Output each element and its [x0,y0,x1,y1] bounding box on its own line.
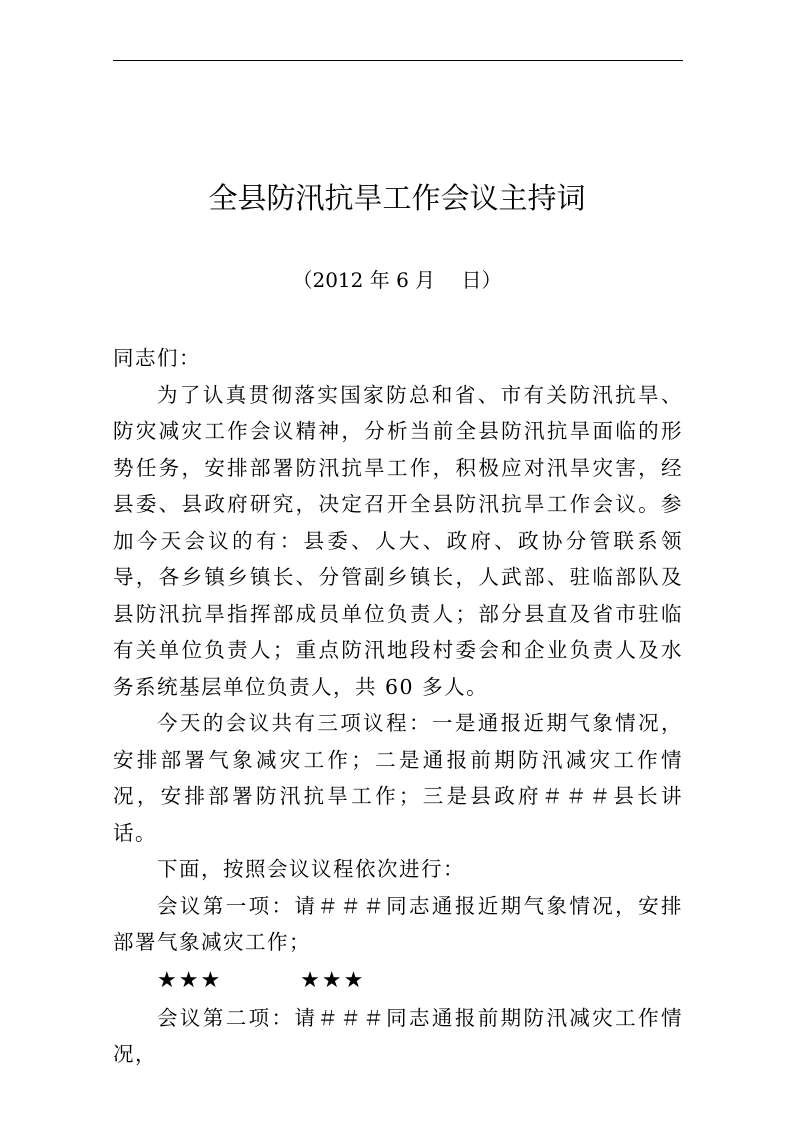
paragraph-item-one: 会议第一项：请＃＃＃同志通报近期气象情况，安排部署气象减灾工作； [113,893,683,954]
header-rule [113,60,683,61]
salutation: 同志们： [113,346,201,370]
document-body [113,340,683,1073]
paragraph-intro: 为了认真贯彻落实国家防总和省、市有关防汛抗旱、防灾减灾工作会议精神，分析当前全县防汛抗旱面临的形势任务，安排部署防汛抗旱工作，积极应对汛旱灾害，经县委、县政府研究，决定召开全县防汛抗旱工作会议。参加今天会议的有：县委、人大、政府、政协分管联系领导，各乡镇乡镇长、分管副乡镇长，人武部、驻临部队及县防汛抗旱指挥部成员单位负责人；部分县直及省市驻临有关单位负责人；重点防汛地段村委会和企业负责人及水务系统基层单位负责人，共 60 多人。 [113,382,683,699]
paragraph-agenda: 今天的会议共有三项议程：一是通报近期气象情况，安排部署气象减灾工作；二是通报前期防汛减灾工作情况，安排部署防汛抗旱工作；三是县政府＃＃＃县长讲话。 [113,711,683,845]
stars-separator [113,961,683,1000]
stars-right: ★★★ [300,967,366,993]
document-date: （2012 年 6 月 日） [292,268,502,292]
document-title: 全县防汛抗旱工作会议主持词 [208,181,586,215]
stars-left: ★★★ [157,967,223,993]
paragraph-proceed: 下面，按照会议议程依次进行： [157,857,465,881]
paragraph-item-two: 会议第二项：请＃＃＃同志通报前期防汛减灾工作情况， [113,1005,683,1066]
